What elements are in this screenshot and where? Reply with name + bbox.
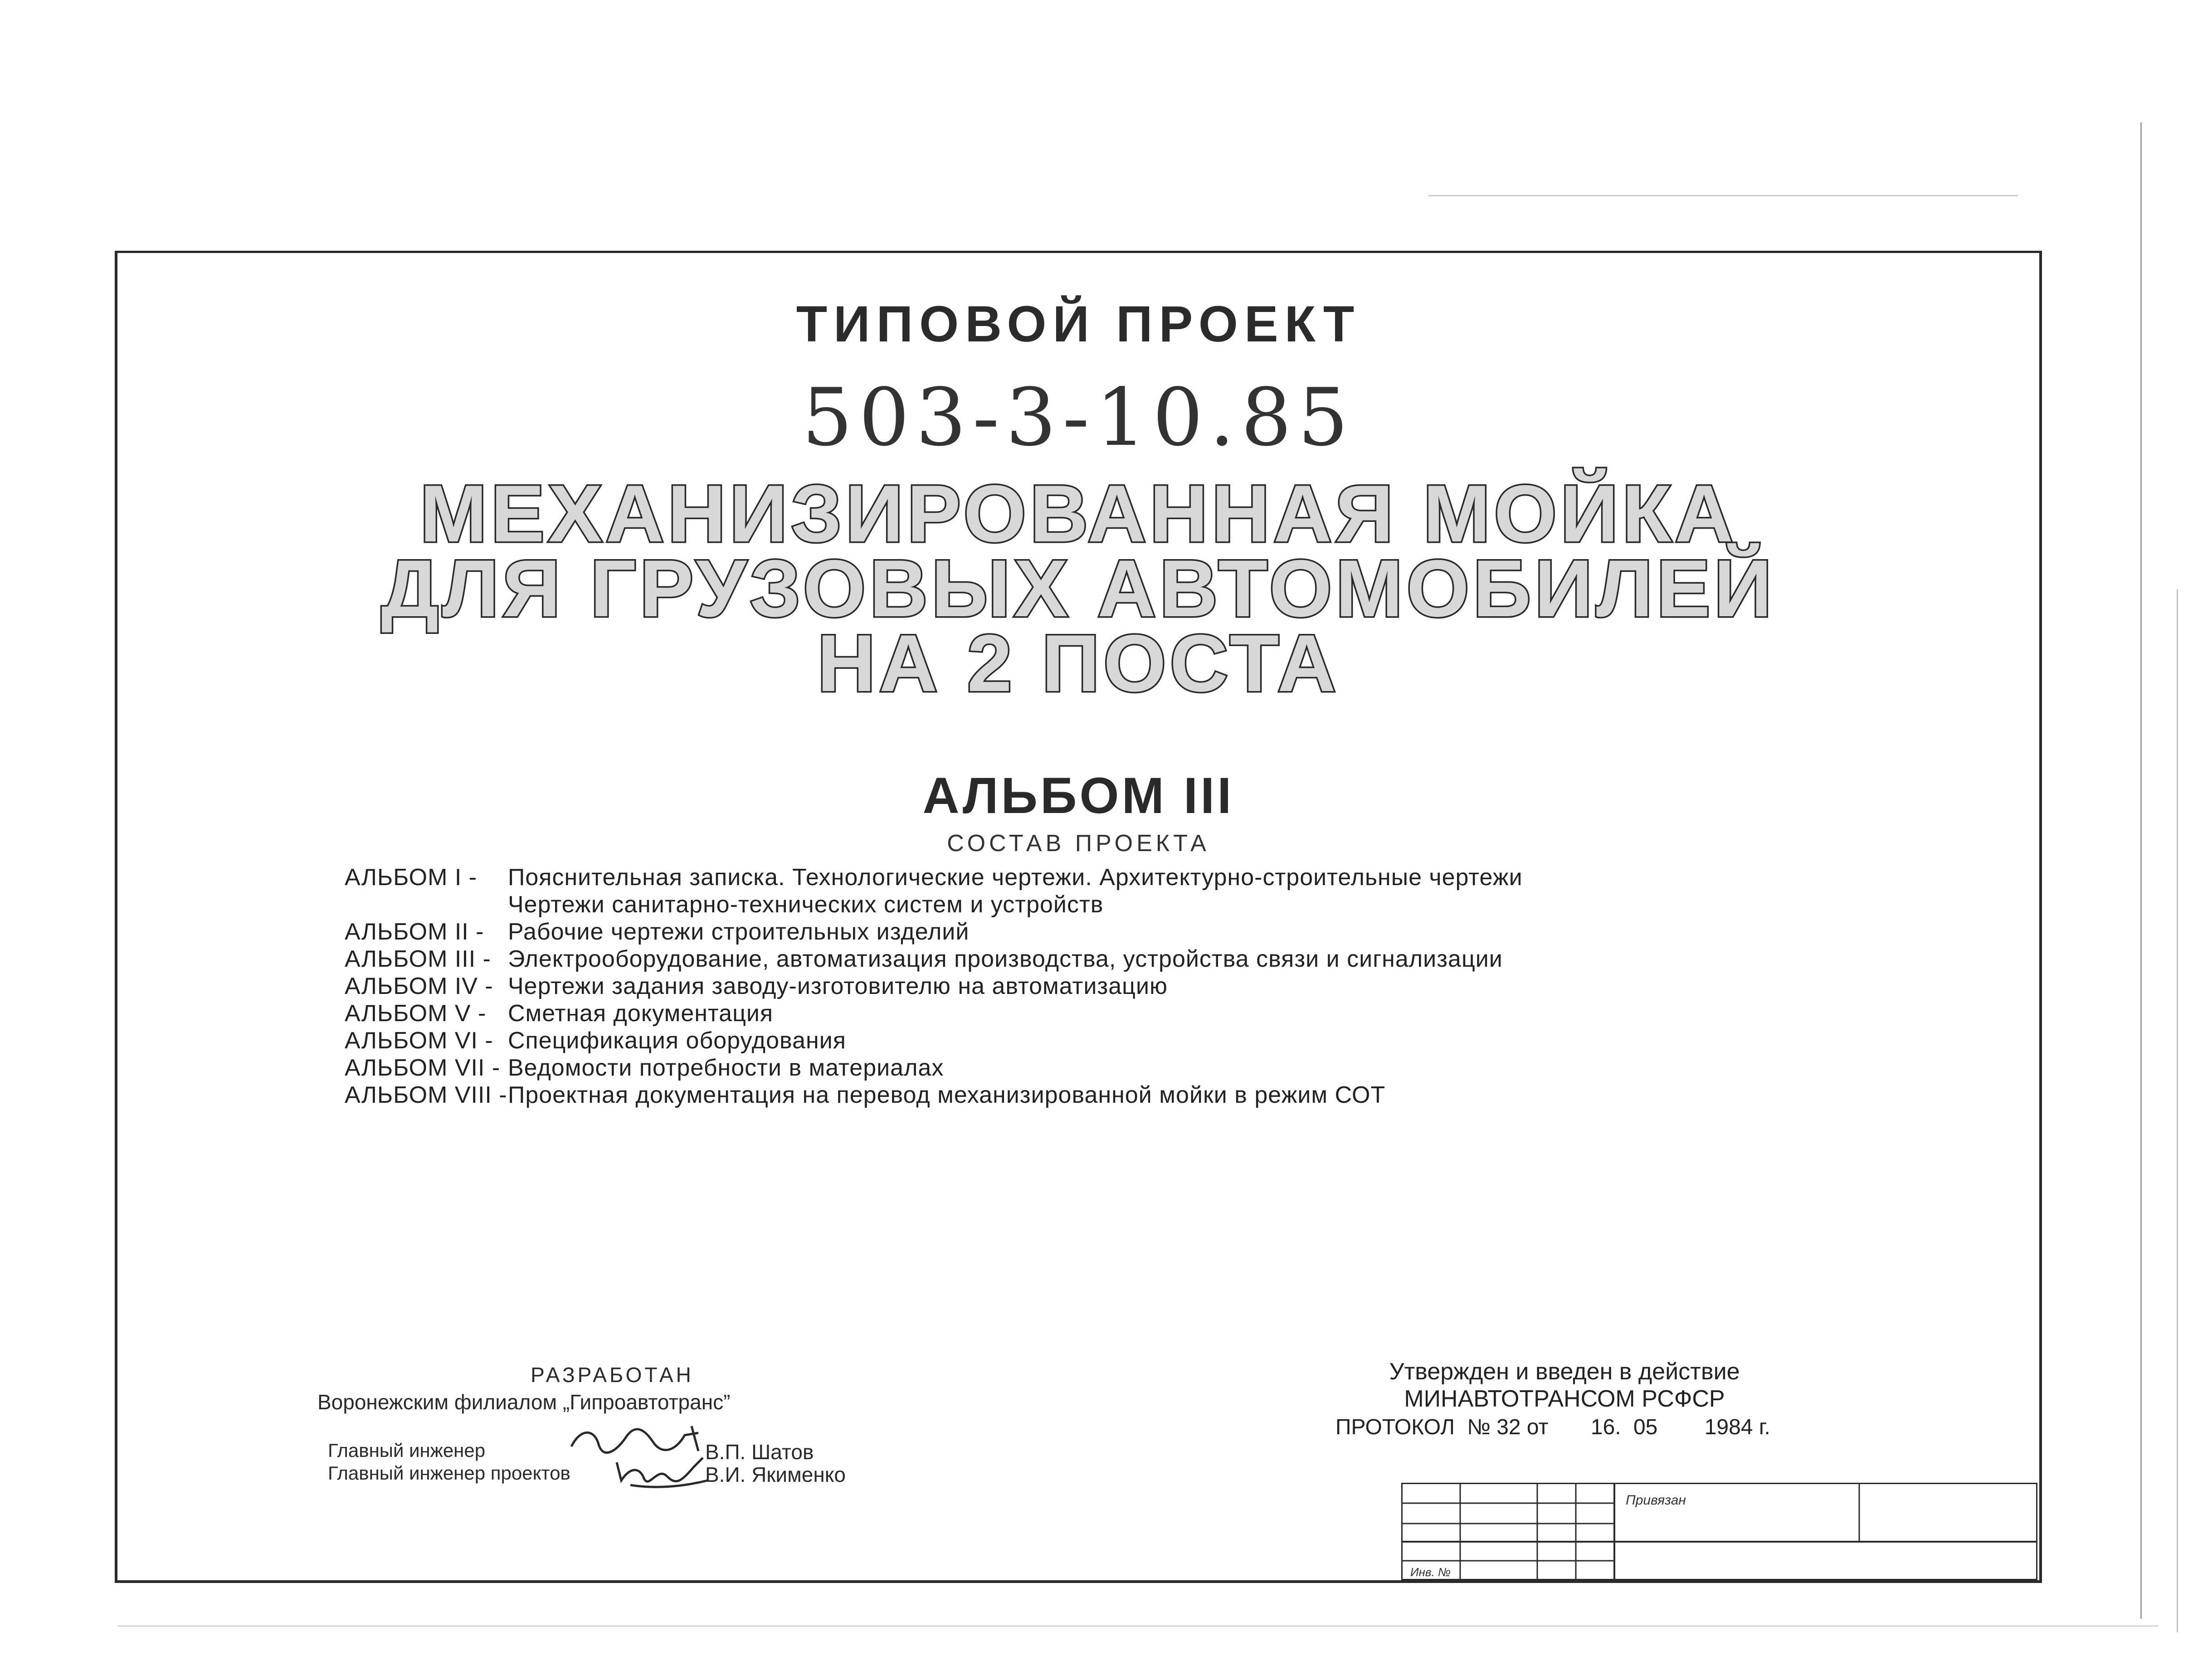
chief-project-engineer-name: В.И. Якименко	[705, 1463, 846, 1486]
list-item	[345, 891, 1841, 918]
list-item	[345, 864, 1841, 891]
developer-label: РАЗРАБОТАН	[531, 1363, 694, 1387]
approval-block	[1292, 1358, 1837, 1412]
album-description: Чертежи задания заводу-изготовителю на автоматизацию	[508, 973, 1168, 999]
list-item	[345, 973, 1841, 1000]
album-code: АЛЬБОМ VIII -	[345, 1082, 507, 1108]
approval-line: Утвержден и введен в действие	[1389, 1359, 1740, 1385]
album-code: АЛЬБОМ IV -	[345, 973, 493, 999]
signature-icon	[612, 1449, 716, 1490]
stamp-grid	[1401, 1483, 2037, 1580]
chief-engineer-name: В.П. Шатов	[705, 1440, 814, 1464]
chief-project-engineer-label: Главный инженер проектов	[328, 1462, 570, 1484]
album-description: Чертежи санитарно-технических систем и устройств	[508, 891, 1104, 918]
list-item	[345, 1081, 1841, 1109]
scan-artifact-line	[1428, 195, 2018, 196]
list-item	[345, 918, 1841, 945]
project-code: 503-3-10.85	[802, 372, 1355, 464]
protocol-number: № 32 от	[1467, 1415, 1549, 1439]
album-code: АЛЬБОМ VII -	[345, 1055, 501, 1081]
title-block-stamp	[1401, 1483, 2037, 1580]
protocol-month: 05	[1633, 1415, 1658, 1439]
album-description: Пояснительная записка. Технологические чертежи. Архитектурно-строительные чертежи	[508, 864, 1523, 891]
album-description: Электрооборудование, автоматизация производства, устройства связи и сигнализации	[508, 946, 1503, 972]
chief-engineer-label: Главный инженер	[328, 1440, 486, 1461]
list-item	[345, 1027, 1841, 1054]
inventory-label: Инв. №	[1410, 1565, 1451, 1579]
album-description: Ведомости потребности в материалах	[508, 1055, 944, 1081]
developer-block	[317, 1363, 907, 1414]
album-title: АЛЬБОМ III	[922, 767, 1234, 824]
album-description: Проектная документация на перевод механизированной мойки в режим СОТ	[508, 1082, 1386, 1108]
list-item	[345, 945, 1841, 973]
protocol-day: 16.	[1590, 1415, 1621, 1439]
list-item	[345, 1054, 1841, 1081]
title-line: НА 2 ПОСТА	[817, 618, 1340, 708]
title-line: МЕХАНИЗИРОВАННАЯ МОЙКА	[419, 468, 1737, 559]
album-description: Спецификация оборудования	[508, 1027, 846, 1054]
album-code: АЛЬБОМ II -	[345, 919, 484, 945]
album-code: АЛЬБОМ VI -	[345, 1027, 493, 1054]
album-code: АЛЬБОМ I -	[345, 864, 478, 891]
album-description: Сметная документация	[508, 1000, 774, 1027]
developer-organization: Воронежским филиалом „Гипроавтотранс”	[317, 1390, 731, 1414]
protocol-year: 1984 г.	[1704, 1415, 1770, 1439]
album-list	[345, 864, 1841, 1109]
album-description: Рабочие чертежи строительных изделий	[508, 919, 970, 945]
album-code: АЛЬБОМ III -	[345, 946, 491, 972]
scan-edge-line	[2177, 589, 2178, 1632]
protocol-line	[1335, 1415, 1770, 1440]
title-line: ДЛЯ ГРУЗОВЫХ АВТОМОБИЛЕЙ	[381, 543, 1776, 633]
approval-authority: МИНАВТОТРАНСОМ РСФСР	[1404, 1386, 1725, 1412]
protocol-label: ПРОТОКОЛ	[1335, 1415, 1455, 1439]
scan-edge-line	[2140, 122, 2142, 1619]
list-item	[345, 1000, 1841, 1027]
bound-label: Привязан	[1626, 1493, 1686, 1508]
document-kicker: ТИПОВОЙ ПРОЕКТ	[796, 296, 1361, 352]
composition-label: СОСТАВ ПРОЕКТА	[947, 830, 1210, 857]
album-code: АЛЬБОМ V -	[345, 1000, 487, 1027]
